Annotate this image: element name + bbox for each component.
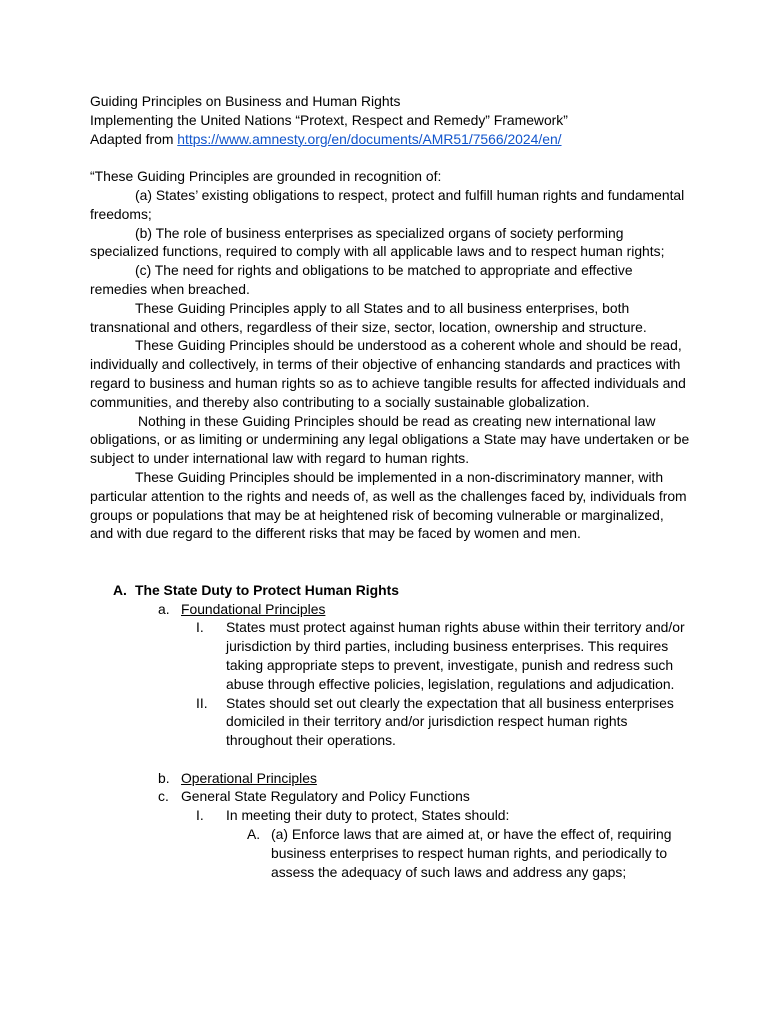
list-item: [90, 600, 690, 619]
paragraph-implement: These Guiding Principles should be implemented in a non-discriminatory manner, with particular attention to the rights and needs of, as well as the challenges faced by, individuals from groups or populations that may be at heightened risk of becoming vulnerable or marginalized, and with due regard to the different risks that may be faced by women and men.: [90, 468, 687, 542]
list-item: [90, 618, 690, 693]
intro-item-b: (b) The role of business enterprises as specialized organs of society performing specialized functions, required to comply with all applicable laws and to respect human rights;: [90, 224, 665, 260]
document-subtitle: Implementing the United Nations “Protext, Respect and Remedy” Framework”: [90, 111, 568, 128]
general-functions-label: General State Regulatory and Policy Functions: [181, 788, 470, 805]
list-marker: II.: [196, 694, 208, 711]
spacer: [90, 148, 690, 167]
list-item: [90, 769, 690, 788]
sub-principle-text: (a) Enforce laws that are aimed at, or have the effect of, requiring business enterprises to respect human rights, and periodically to assess the adequacy of such laws and address any gaps;: [271, 826, 672, 880]
spacer: [90, 543, 690, 581]
intro-item-c: (c) The need for rights and obligations to be matched to appropriate and effective remedies when breached.: [90, 262, 633, 297]
list-marker: a.: [158, 600, 170, 617]
paragraph-nothing: Nothing in these Guiding Principles should be read as creating new international law obligations, or as limiting or undermining any legal obligations a State may have undertaken or be subject to under international law with regard to human rights.: [90, 412, 690, 467]
list-item: [90, 825, 690, 881]
spacer: [90, 750, 690, 769]
section-heading: [90, 581, 690, 600]
intro-lead: “These Guiding Principles are grounded in recognition of:: [90, 168, 442, 185]
paragraph-apply: These Guiding Principles apply to all States and to all business enterprises, both transnational and others, regardless of their size, sector, location, ownership and structure.: [90, 299, 647, 335]
document-title: Guiding Principles on Business and Human Rights: [90, 93, 401, 109]
document-page: [90, 92, 690, 881]
principle-text: States should set out clearly the expectation that all business enterprises domiciled in their territory and/or jurisdiction respect human rights throughout their operations.: [226, 694, 674, 749]
source-prefix: Adapted from: [90, 130, 178, 147]
list-marker: I.: [196, 807, 204, 824]
section-heading-text: The State Duty to Protect Human Rights: [135, 581, 399, 598]
source-line: [90, 130, 690, 149]
list-marker: b.: [158, 769, 170, 786]
list-marker: I.: [196, 619, 204, 636]
list-item: [90, 806, 690, 825]
section-marker: A.: [113, 581, 127, 598]
source-link[interactable]: https://www.amnesty.org/en/documents/AMR51/7566/2024/en/: [177, 130, 562, 147]
list-marker: A.: [247, 826, 261, 843]
intro-item-a: (a) States’ existing obligations to respect, protect and fulfill human rights and fundamental freedoms;: [90, 186, 685, 222]
list-marker: c.: [158, 788, 169, 805]
foundational-principles-label: Foundational Principles: [181, 600, 326, 617]
principle-text: States must protect against human rights abuse within their territory and/or jurisdiction by third parties, including business enterprises. This requires taking appropriate steps to prevent, investigate, punish and redress such abuse through effective policies, legislation, regulations and adjudication.: [226, 619, 685, 692]
principle-text: In meeting their duty to protect, States should:: [226, 807, 510, 824]
list-item: [90, 694, 690, 750]
paragraph-coherent-whole: These Guiding Principles should be understood as a coherent whole and should be read, individually and collectively, in terms of their objective of enhancing standards and practices with regard to business and human rights so as to achieve tangible results for affected individuals and communities, and thereby also contributing to a socially sustainable globalization.: [90, 337, 686, 410]
list-item: [90, 787, 690, 806]
operational-principles-label: Operational Principles: [181, 769, 317, 786]
